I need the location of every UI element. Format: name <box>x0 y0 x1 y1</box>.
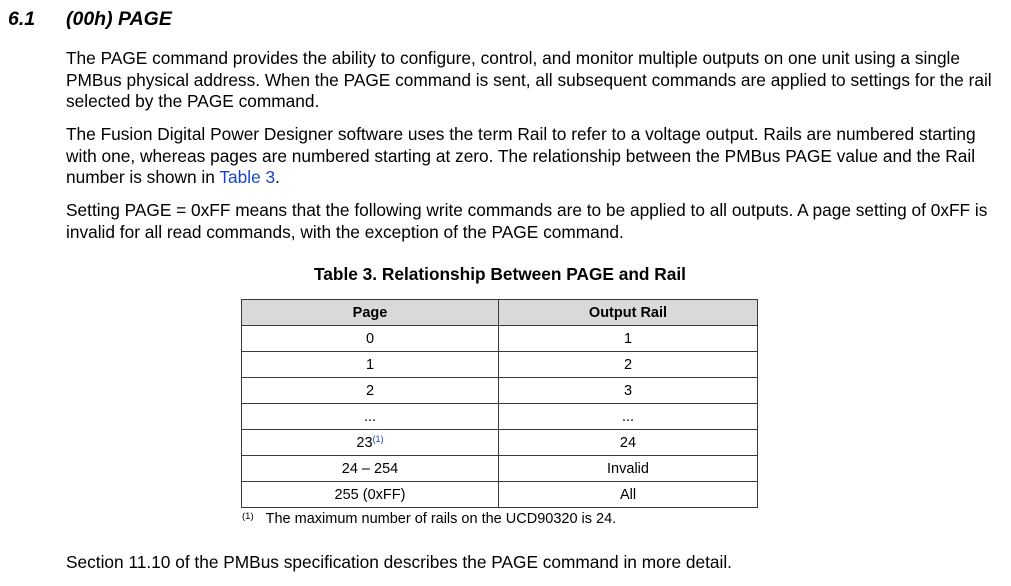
closing-paragraph: Section 11.10 of the PMBus specification describes the PAGE command in more detail. <box>66 552 732 572</box>
page-cell <box>242 482 499 508</box>
table-row <box>242 404 758 430</box>
rail-cell: Invalid <box>499 456 758 482</box>
table-row <box>242 482 758 508</box>
table-row <box>242 326 758 352</box>
page-value: 23 <box>356 435 373 451</box>
page-value: 255 (0xFF) <box>334 486 406 503</box>
section-number: 6.1 <box>8 8 36 30</box>
table-caption: Table 3. Relationship Between PAGE and Rail <box>314 264 686 284</box>
rail-cell: 1 <box>499 326 758 352</box>
page-cell <box>242 404 499 430</box>
page-value: 24 – 254 <box>341 460 399 477</box>
page-cell <box>242 430 499 456</box>
table-row <box>242 430 758 456</box>
page-cell <box>242 378 499 404</box>
rail-cell: 3 <box>499 378 758 404</box>
header-output-rail: Output Rail <box>499 300 758 326</box>
rail-cell: 2 <box>499 352 758 378</box>
paragraph-0xff-setting: Setting PAGE = 0xFF means that the following write commands are to be applied to all outputs. A page setting of 0xFF is invalid for all read commands, with the exception of the PAGE command. <box>66 200 988 242</box>
section-heading <box>8 8 172 31</box>
table-footnote <box>242 511 616 527</box>
page-cell <box>242 456 499 482</box>
table-header-row <box>242 300 758 326</box>
table-row <box>242 352 758 378</box>
paragraph-rail-end: . <box>275 167 280 187</box>
paragraph-page-command: The PAGE command provides the ability to configure, control, and monitor multiple outputs on one unit using a single PMBus physical address. When the PAGE command is sent, all subsequent commands are applied to settings for the rail selected by the PAGE command. <box>66 48 992 111</box>
paragraph-rail-numbering <box>66 124 1001 189</box>
page-value: 1 <box>365 356 375 373</box>
section-title: (00h) PAGE <box>66 8 172 30</box>
paragraph-rail-text: The Fusion Digital Power Designer software uses the term Rail to refer to a voltage output. Rails are numbered starting with one, whereas pages are numbered starting at zero. The relationship between the PMBus PAGE value and the Rail number is shown in <box>66 124 976 187</box>
page-cell <box>242 326 499 352</box>
table-row <box>242 456 758 482</box>
rail-cell: 24 <box>499 430 758 456</box>
footnote-reference[interactable]: (1) <box>372 434 384 444</box>
page-value: 2 <box>365 382 375 399</box>
page-rail-table <box>241 299 758 508</box>
rail-cell: All <box>499 482 758 508</box>
page-value: 0 <box>365 330 375 347</box>
page-cell <box>242 352 499 378</box>
table-3-link[interactable]: Table 3 <box>219 167 276 187</box>
footnote-mark: (1) <box>242 511 254 522</box>
page-value: ... <box>363 408 377 425</box>
footnote-text: The maximum number of rails on the UCD90320 is 24. <box>265 511 617 527</box>
table-row <box>242 378 758 404</box>
header-page: Page <box>242 300 499 326</box>
rail-cell: ... <box>499 404 758 430</box>
